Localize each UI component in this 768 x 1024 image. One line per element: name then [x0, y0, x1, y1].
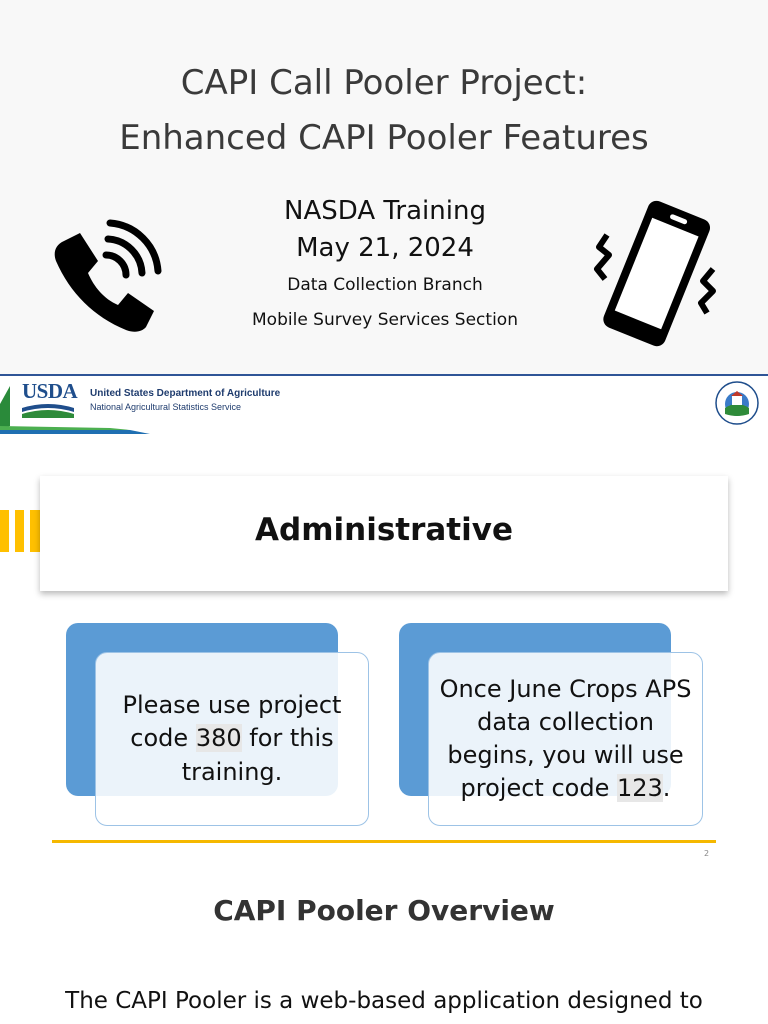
usda-header-band: [0, 376, 768, 434]
gold-divider: [52, 840, 716, 843]
slide-title-line1: CAPI Call Pooler Project:: [180, 63, 588, 103]
vibrating-smartphone-icon: [585, 193, 720, 358]
branch-name: Data Collection Branch: [287, 275, 483, 295]
project-code-123-box: [428, 652, 703, 826]
usda-logo-mark: [22, 402, 74, 418]
phone-call-icon: [46, 215, 166, 333]
title-slide: [0, 0, 768, 374]
agriculture-counts-seal: [714, 380, 760, 426]
event-name: NASDA Training: [284, 196, 486, 226]
agency-name: National Agricultural Statistics Service: [90, 402, 242, 412]
usda-logo: USDA: [22, 380, 74, 422]
yellow-stripes-decoration: [0, 510, 40, 552]
page-number: 2: [704, 849, 710, 858]
project-code-123: 123: [616, 774, 663, 803]
administrative-title: Administrative: [255, 512, 513, 548]
section-name: Mobile Survey Services Section: [252, 310, 518, 330]
box2-text: Once June Crops APS data collection begins, you will use project code 123.: [439, 674, 692, 803]
overview-title: CAPI Pooler Overview: [213, 894, 555, 927]
event-date: May 21, 2024: [296, 233, 474, 263]
slide-title-line2: Enhanced CAPI Pooler Features: [119, 118, 649, 158]
department-name: United States Department of Agriculture: [90, 388, 281, 399]
project-code-380-box: [95, 652, 369, 826]
box1-text: Please use project code 380 for this training.: [122, 691, 342, 786]
overview-body: The CAPI Pooler is a web-based application designed to: [65, 988, 703, 1014]
project-code-380: 380: [195, 724, 242, 753]
